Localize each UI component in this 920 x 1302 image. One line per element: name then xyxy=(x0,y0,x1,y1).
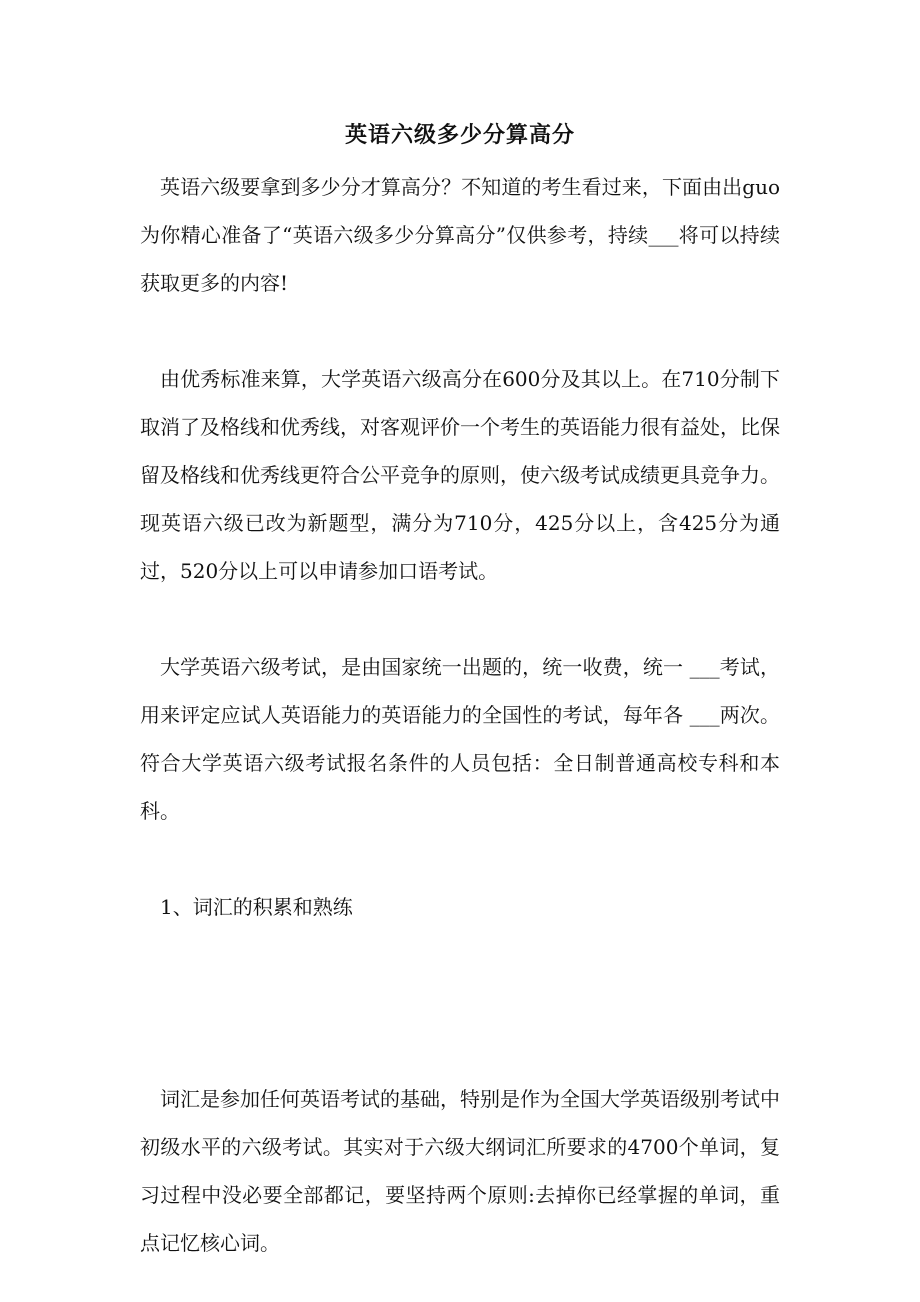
score-standard-paragraph: 由优秀标准来算，大学英语六级高分在600分及其以上。在710分制下取消了及格线和优秀线，对客观评价一个考生的英语能力很有益处，比保留及格线和优秀线更符合公平竞争的原则，使六级考试成绩更具竞争力。现英语六级已改为新题型，满分为710分，425分以上，含425分为通过，520分以上可以申请参加口语考试。 xyxy=(140,367,780,583)
vocabulary-paragraph: 词汇是参加任何英语考试的基础，特别是作为全国大学英语级别考试中初级水平的六级考试。其实对于六级大纲词汇所要求的4700个单词，复习过程中没必要全部都记，要坚持两个原则:去掉你已经掌握的单词，重点记忆核心词。 xyxy=(140,1087,780,1255)
exam-description-paragraph: 大学英语六级考试，是由国家统一出题的，统一收费，统一 ___考试，用来评定应试人英语能力的英语能力的全国性的考试，每年各 ___两次。符合大学英语六级考试报名条件的人员包括：全日制普通高校专科和本科。 xyxy=(140,655,780,823)
intro-paragraph: 英语六级要拿到多少分才算高分？不知道的考生看过来，下面由出guo为你精心准备了“英语六级多少分算高分”仅供参考，持续___将可以持续获取更多的内容! xyxy=(140,175,780,295)
document-title: 英语六级多少分算高分 xyxy=(344,122,575,148)
section-heading-vocabulary: 1、词汇的积累和熟练 xyxy=(160,895,353,919)
